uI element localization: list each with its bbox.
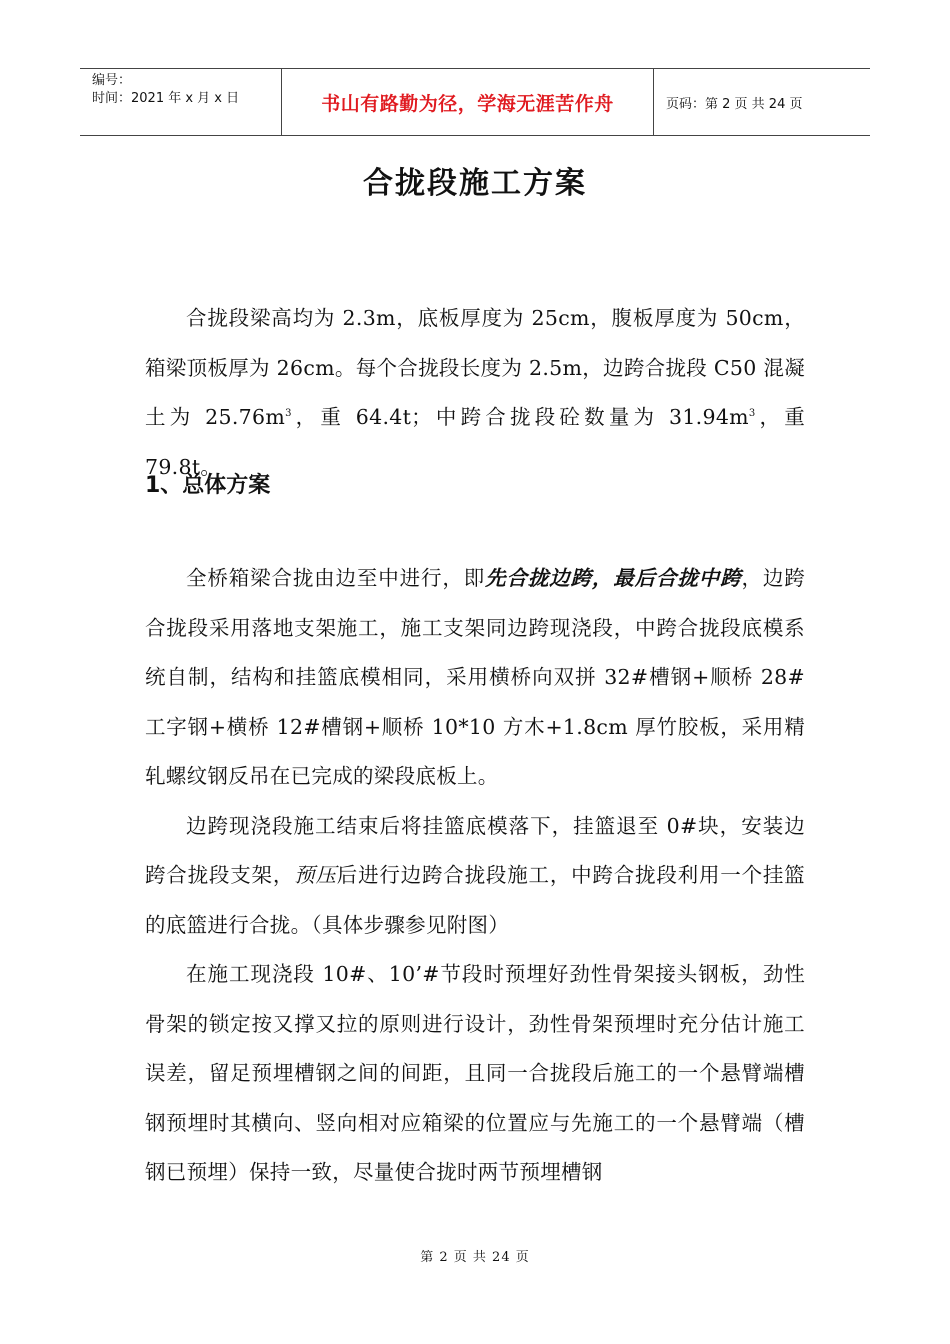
superscript-1: 3	[285, 408, 292, 420]
paragraph-3: 在施工现浇段 10#、10’#节段时预埋好劲性骨架接头钢板，劲性骨架的锁定按又撑又拉的原则进行设计，劲性骨架预埋时充分估计施工误差，留足预埋槽钢之间的间距，且同一合拢段后施工的一个悬臂端槽钢预埋时其横向、竖向相对应箱梁的位置应与先施工的一个悬臂端（槽钢已预埋）保持一致，尽量使合拢时两节预埋槽钢	[145, 962, 805, 1184]
intro-text-2: ，重 64.4t；中跨合拢段砼数量为 31.94m	[291, 405, 749, 429]
header-motto: 书山有路勤为径，学海无涯苦作舟	[281, 69, 654, 135]
document-date: 时间：2021 年 x 月 x 日	[92, 91, 240, 106]
paragraph-2-text-b: 后进行边跨合拢段施工，中跨合拢段利用一个挂篮的底篮进行合拢。（具体步骤参见附图）	[145, 863, 805, 937]
header-meta	[80, 69, 281, 135]
paragraph-1	[145, 554, 805, 802]
paragraph-2-italic: 预压	[294, 863, 337, 887]
page-header	[80, 68, 870, 136]
paragraph-1-text-b: ，边跨合拢段采用落地支架施工，施工支架同边跨现浇段，中跨合拢段底模系统自制，结构和挂篮底模相同，采用横桥向双拼 32#槽钢+顺桥 28#工字钢+横桥 12#槽钢+顺桥 10*10 方木+1.8cm 厚竹胶板，采用精轧螺纹钢反吊在已完成的梁段底板上。	[145, 566, 805, 788]
document-title: 合拢段施工方案	[363, 166, 587, 201]
section-body	[145, 554, 805, 1198]
section-heading: 1、总体方案	[145, 473, 271, 498]
paragraph-1-emphasis: 先合拢边跨，最后合拢中跨	[485, 566, 742, 590]
page-footer: 第 2 页 共 24 页	[420, 1250, 530, 1265]
superscript-2: 3	[748, 408, 756, 420]
header-page-info: 页码：第 2 页 共 24 页	[666, 96, 803, 112]
intro-text-3: ，重 79.8t。	[145, 405, 806, 479]
paragraph-2-text-a: 边跨现浇段施工结束后将挂篮底模落下，挂篮退至 0#块，安装边跨合拢段支架，	[145, 813, 805, 887]
intro-paragraph	[145, 294, 805, 492]
paragraph-2	[145, 802, 805, 951]
document-number-label: 编号：	[92, 73, 132, 88]
intro-text-1: 合拢段梁高均为 2.3m，底板厚度为 25cm，腹板厚度为 50cm，箱梁顶板厚为 26cm。每个合拢段长度为 2.5m，边跨合拢段 C50 混凝土为 25.76m	[145, 306, 805, 429]
paragraph-1-text-a: 全桥箱梁合拢由边至中进行，即	[186, 566, 486, 590]
